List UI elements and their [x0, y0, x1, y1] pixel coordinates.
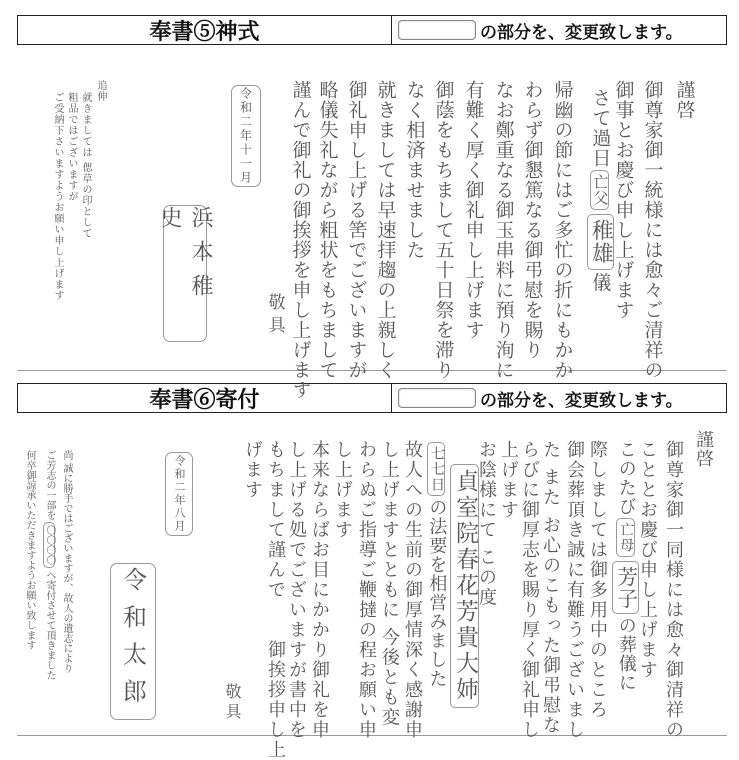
letter-line — [464, 80, 483, 340]
text-segment: し上げます — [332, 440, 353, 540]
text-segment: の法要を相営みました — [426, 498, 448, 689]
text-segment: 御事とお慶び申し上げます — [612, 80, 635, 320]
text-segment: 略儀失礼ながら粗状をもちまして — [316, 80, 339, 380]
text-segment: 何卒御諒承いただきますようお願い致します — [24, 450, 35, 650]
postscript-line — [95, 80, 105, 102]
text-segment: 謹んで御礼の御挨拶を申し上げます — [289, 80, 312, 400]
letter-line — [243, 440, 261, 500]
editable-name-field[interactable]: 芳子 — [612, 561, 639, 614]
letter-line — [664, 440, 682, 740]
text-segment: こととお慶び申し上げます — [637, 440, 658, 680]
closing-keigu: 敬具 — [223, 683, 242, 723]
letter-line — [499, 440, 517, 520]
letter-line — [565, 440, 583, 740]
text-segment: 儀 — [589, 272, 612, 293]
editable-relation-field[interactable]: 七七日 — [427, 442, 445, 496]
text-segment: 就きましては 偲草の印として — [80, 92, 91, 240]
letter-line — [588, 440, 606, 720]
postscript-line — [61, 450, 71, 673]
letter-line — [494, 80, 513, 380]
letter-line — [266, 440, 284, 760]
editable-relation-field[interactable]: 亡父 — [590, 170, 609, 210]
text-segment: 帰幽の節にはご多忙の折にもかか — [551, 80, 574, 380]
text-segment: ご芳志の一部を — [44, 450, 55, 520]
letter-line — [287, 440, 305, 740]
letter-line — [614, 80, 633, 320]
letter-line — [434, 80, 453, 380]
letter-line — [333, 440, 351, 540]
divider — [17, 370, 727, 371]
letter-line — [405, 80, 424, 260]
postscript-line — [80, 92, 90, 239]
letter-line — [643, 80, 662, 380]
text-segment: さて過日 — [589, 88, 612, 168]
letter-line — [376, 80, 395, 380]
text-segment: し上げる処でございますが書中を — [286, 440, 307, 740]
header-section-2 — [17, 383, 727, 413]
letter-line — [318, 80, 337, 380]
text-segment: 就きましては早速拝趨の上親しく — [374, 80, 397, 380]
instruction — [392, 384, 726, 412]
letter-line — [523, 80, 542, 360]
letter-line — [380, 440, 398, 728]
letter-line — [347, 80, 366, 380]
text-segment: お陰様にて この度 — [476, 440, 497, 608]
closing-keigu: 敬具 — [264, 293, 285, 339]
text-segment: 謹啓 — [673, 80, 696, 120]
letter-line — [587, 88, 615, 292]
text-segment: わらぬご指導ご鞭撻の程お願い申 — [356, 440, 377, 740]
text-segment: 有難く厚く御礼申し上げます — [462, 80, 485, 340]
letter-line — [426, 440, 448, 689]
text-segment: 御尊家御一同様には愈々御清祥の — [663, 440, 684, 740]
text-segment: らびに御厚志を賜り厚く御礼申し — [519, 440, 540, 740]
text-segment: 本来ならばお目にかかり御礼を申 — [309, 440, 330, 740]
postscript-line — [52, 92, 62, 301]
text-segment: 上げます — [498, 440, 519, 520]
letter-line — [675, 80, 694, 120]
text-segment: 尚 誠に勝手ではございますが、故人の遺志により — [61, 450, 72, 674]
text-segment: 追伸 — [95, 80, 106, 102]
blank-field-sample — [398, 388, 476, 408]
editable-name-field[interactable]: 貞室院春花芳貴大姉 — [450, 464, 479, 708]
text-segment: ご受納下さいますようお願い申し上げます — [52, 92, 63, 301]
letter-line — [357, 440, 375, 740]
letter-line — [477, 440, 495, 608]
sender-name-box[interactable]: 令和太郎 — [110, 563, 156, 720]
letter-line — [520, 440, 538, 740]
letter-line — [310, 440, 328, 740]
blank-field-sample — [398, 20, 476, 40]
editable-name-field[interactable]: 稚雄 — [587, 214, 615, 270]
text-segment: なく相済ませました — [403, 80, 426, 260]
text-segment: へ寄付させて頂きました — [44, 570, 55, 680]
text-segment: もちまして謹んで 御挨拶申し上 — [265, 440, 286, 760]
letter-line — [694, 430, 712, 468]
text-segment: 謹啓 — [693, 430, 714, 468]
instruction — [392, 16, 726, 44]
text-segment: 御蔭をもちまして五十日祭を滞り — [432, 80, 455, 380]
section-title: 奉書⑤神式 — [18, 16, 392, 44]
text-segment: 粗品ではございますが — [66, 92, 77, 202]
text-segment: た また お心のこもった御弔慰な — [540, 440, 561, 736]
editable-relation-field[interactable]: 亡母 — [616, 518, 634, 557]
letter-line — [553, 80, 572, 380]
letter-line — [450, 462, 479, 710]
letter-line — [291, 80, 310, 400]
header-section-1 — [17, 15, 727, 45]
editable-amount-field[interactable]: 〇〇〇〇 — [43, 522, 55, 568]
instruction-text: の部分を、変更致します。 — [480, 390, 683, 411]
text-segment: 御会葬頂き誠に有難うございまし — [564, 440, 585, 740]
text-segment: げます — [242, 440, 263, 500]
text-segment: このたび — [615, 440, 637, 516]
postscript-line — [24, 450, 34, 650]
text-segment: 御尊家御一統様には愈々ご清祥の — [641, 80, 664, 380]
letter-line — [541, 440, 559, 735]
date-box[interactable]: 令和二年十一月 — [231, 85, 261, 187]
section-title: 奉書⑥寄付 — [18, 384, 392, 412]
instruction-text: の部分を、変更致します。 — [480, 22, 683, 43]
text-segment: 際しましては御多用中のところ — [587, 440, 608, 720]
text-segment: 故人への生前の御厚情深く感謝申 — [402, 440, 423, 740]
postscript-line — [66, 92, 76, 202]
letter-line — [638, 440, 656, 680]
letter-line — [612, 440, 639, 692]
text-segment: 御礼申し上げる筈でございますが — [345, 80, 368, 380]
date-box[interactable]: 令和二年八月 — [165, 452, 193, 536]
text-segment: の葬儀に — [615, 616, 637, 693]
text-segment: なお鄭重なる御玉串料に預り洵に — [492, 80, 515, 380]
sender-name-box[interactable]: 浜本稚史 — [163, 205, 207, 342]
text-segment: わらず御懇篤なる御弔慰を賜り — [521, 80, 544, 360]
postscript-line — [43, 450, 55, 680]
letter-line — [403, 440, 421, 740]
text-segment: し上げますとともに 今後とも変 — [379, 440, 400, 728]
